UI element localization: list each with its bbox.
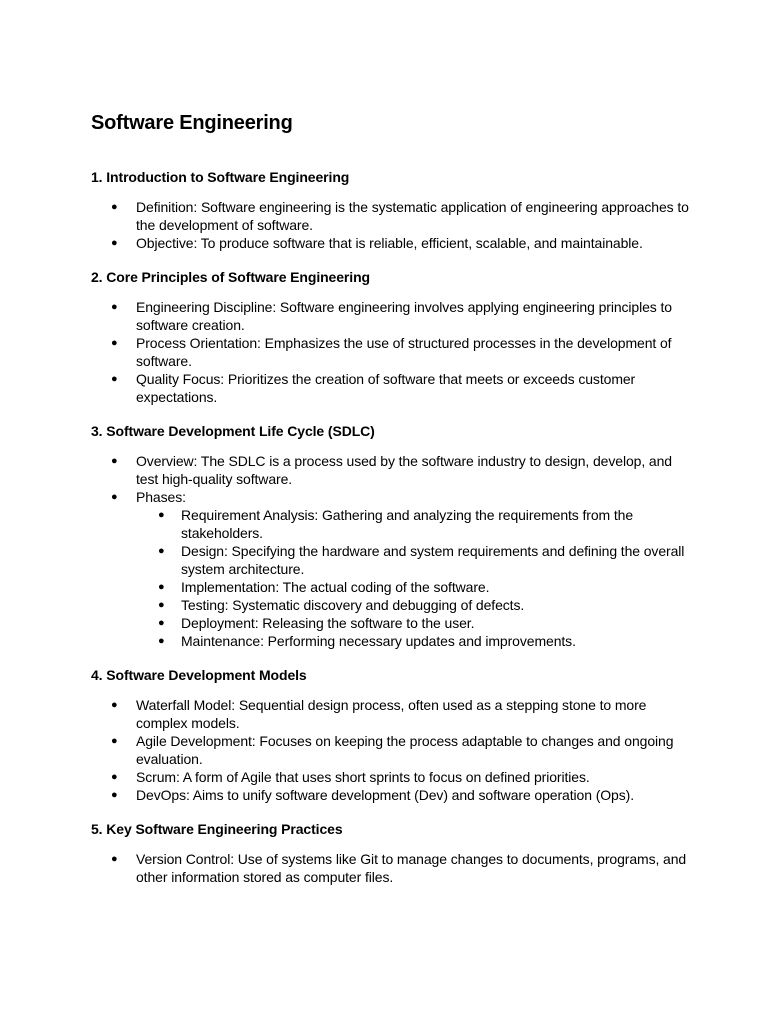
list-item-phases <box>91 488 691 650</box>
section-heading-development-models: 4. Software Development Models <box>91 667 307 683</box>
list-item: ● Scrum: A form of Agile that uses short sprints to focus on defined priorities. <box>91 768 691 786</box>
bullet-list-key-practices <box>91 850 691 886</box>
list-item: ● Deployment: Releasing the software to the user. <box>136 614 691 632</box>
list-item: ● Quality Focus: Prioritizes the creation of software that meets or exceeds customer expectations. <box>91 370 691 406</box>
list-item: ● Testing: Systematic discovery and debugging of defects. <box>136 596 691 614</box>
bullet-list-development-models <box>91 696 691 804</box>
section-heading-introduction: 1. Introduction to Software Engineering <box>91 169 350 185</box>
list-item: ● Implementation: The actual coding of the software. <box>136 578 691 596</box>
bullet-list-introduction <box>91 198 691 252</box>
section-heading-key-practices: 5. Key Software Engineering Practices <box>91 821 343 837</box>
list-item: ● Version Control: Use of systems like Git to manage changes to documents, programs, and other information stored as computer files. <box>91 850 691 886</box>
list-item: ● Engineering Discipline: Software engineering involves applying engineering principles to software creation. <box>91 298 691 334</box>
list-item-label: Phases: <box>136 489 186 505</box>
bullet-list-sdlc <box>91 452 691 650</box>
section-heading-sdlc: 3. Software Development Life Cycle (SDLC) <box>91 423 375 439</box>
document-page <box>91 109 691 902</box>
list-item: ● Overview: The SDLC is a process used by the software industry to design, develop, and test high-quality software. <box>91 452 691 488</box>
list-item: ● Waterfall Model: Sequential design process, often used as a stepping stone to more complex models. <box>91 696 691 732</box>
bullet-list-core-principles <box>91 298 691 406</box>
list-item: ● Maintenance: Performing necessary updates and improvements. <box>136 632 691 650</box>
list-item: ● Design: Specifying the hardware and system requirements and defining the overall system architecture. <box>136 542 691 578</box>
section-heading-core-principles: 2. Core Principles of Software Engineering <box>91 269 370 285</box>
list-item: ● Objective: To produce software that is reliable, efficient, scalable, and maintainable. <box>91 234 691 252</box>
list-item: ● Agile Development: Focuses on keeping the process adaptable to changes and ongoing evaluation. <box>91 732 691 768</box>
list-item: ● Requirement Analysis: Gathering and analyzing the requirements from the stakeholders. <box>136 506 691 542</box>
bullet-list-phases <box>136 506 691 650</box>
list-item: ● DevOps: Aims to unify software development (Dev) and software operation (Ops). <box>91 786 691 804</box>
list-item: ● Definition: Software engineering is the systematic application of engineering approaches to the development of software. <box>91 198 691 234</box>
list-item: ● Process Orientation: Emphasizes the use of structured processes in the development of software. <box>91 334 691 370</box>
document-title: Software Engineering <box>91 112 293 134</box>
